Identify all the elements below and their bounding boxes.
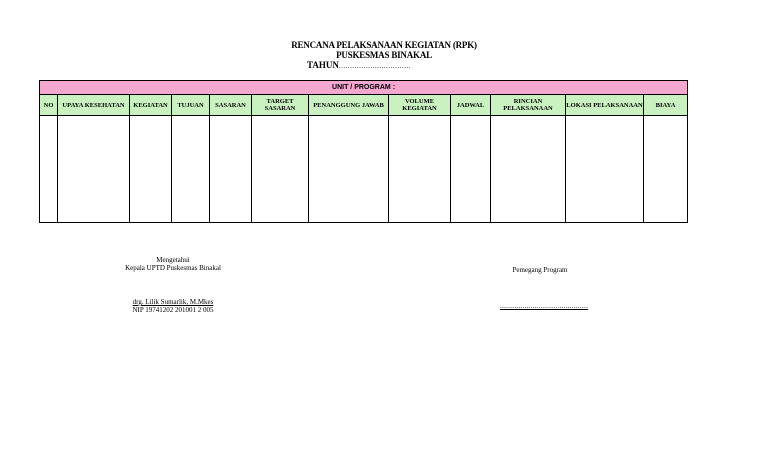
title-line-1: RENCANA PELAKSANAAN KEGIATAN (RPK): [291, 40, 477, 50]
cell-no: [40, 116, 58, 223]
cell-volume-kegiatan: [389, 116, 451, 223]
column-header-tujuan: TUJUAN: [172, 95, 210, 116]
column-header-target-sasaran: TARGET SASARAN: [252, 95, 309, 116]
pemegang-program-label: Pemegang Program: [512, 266, 568, 274]
column-header-kegiatan: KEGIATAN: [130, 95, 172, 116]
signatory-name: drg. Lilik Sumarlik, M.Mkes: [132, 298, 214, 306]
unit-program-header: UNIT / PROGRAM :: [40, 81, 688, 95]
document-title: [0, 40, 768, 60]
kepala-title: Kepala UPTD Puskesmas Binakal: [125, 264, 221, 272]
signatory-nip: NIP 19741202 201001 2 005: [132, 306, 214, 314]
signatory-block: [118, 298, 228, 314]
title-line-2: PUSKESMAS BINAKAL: [336, 50, 432, 60]
tahun-label: TAHUN: [307, 60, 339, 70]
cell-lokasi-pelaksanaan: [566, 116, 644, 223]
signature-right: [500, 266, 589, 310]
cell-kegiatan: [130, 116, 172, 223]
cell-biaya: [644, 116, 688, 223]
cell-rincian-pelaksanaan: [491, 116, 566, 223]
cell-jadwal: [451, 116, 491, 223]
column-header-penanggung-jawab: PENANGGUNG JAWAB: [309, 95, 389, 116]
tahun-dots: ................................: [338, 62, 411, 70]
signature-left: [118, 256, 228, 314]
column-header-jadwal: JADWAL: [451, 95, 491, 116]
column-header-upaya-kesehatan: UPAYA KESEHATAN: [58, 95, 130, 116]
cell-penanggung-jawab: [309, 116, 389, 223]
mengetahui-label: Mengetahui: [156, 256, 190, 264]
cell-upaya-kesehatan: [58, 116, 130, 223]
cell-sasaran: [210, 116, 252, 223]
pemegang-program-signature-line: ...........................................: [500, 302, 589, 310]
column-header-no: NO: [40, 95, 58, 116]
column-header-rincian-pelaksanaan: RINCIAN PELAKSANAAN: [491, 95, 566, 116]
cell-tujuan: [172, 116, 210, 223]
column-header-volume-kegiatan: VOLUME KEGIATAN: [389, 95, 451, 116]
cell-target-sasaran: [252, 116, 309, 223]
column-header-sasaran: SASARAN: [210, 95, 252, 116]
table-row: [40, 116, 688, 223]
tahun-line: [307, 60, 411, 70]
rpk-table: [39, 80, 688, 223]
column-header-lokasi-pelaksanaan: LOKASI PELAKSANAAN: [566, 95, 644, 116]
column-header-biaya: BIAYA: [644, 95, 688, 116]
